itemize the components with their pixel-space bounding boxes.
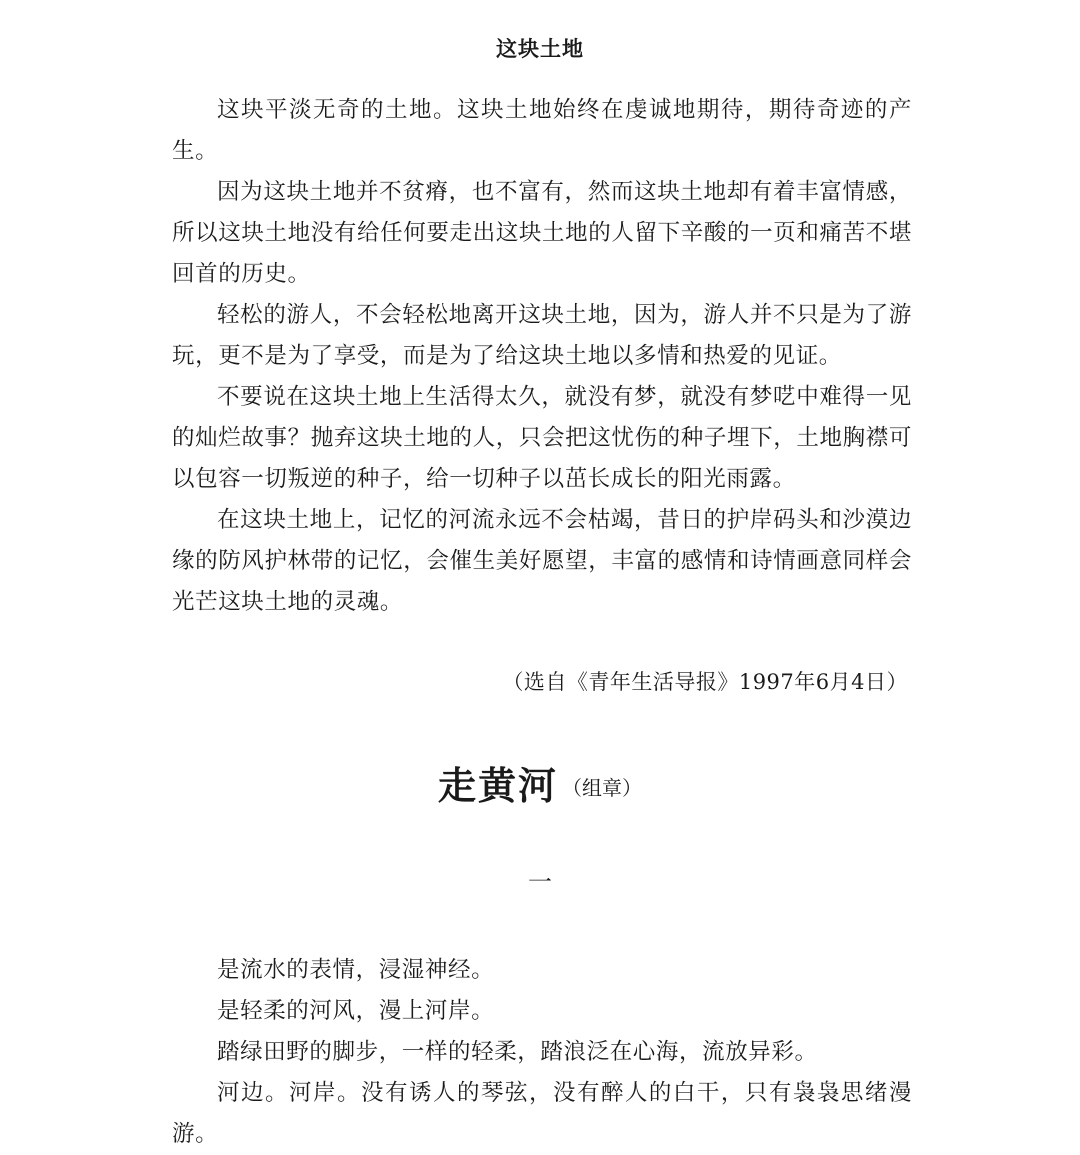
- poem-body: [172, 950, 912, 1155]
- essay-paragraph: 轻松的游人，不会轻松地离开这块土地，因为，游人并不只是为了游玩，更不是为了享受，而是为了给这块土地以多情和热爱的见证。: [172, 302, 912, 369]
- essay-paragraph: 这块平淡无奇的土地。这块土地始终在虔诚地期待，期待奇迹的产生。: [172, 97, 912, 164]
- part-numeral: 一: [528, 868, 552, 896]
- section-title: 这块土地: [496, 37, 584, 61]
- essay-body: [172, 90, 912, 623]
- essay-paragraph: 在这块土地上，记忆的河流永远不会枯竭，昔日的护岸码头和沙漠边缘的防风护林带的记忆，会催生美好愿望，丰富的感情和诗情画意同样会光芒这块土地的灵魂。: [172, 507, 912, 615]
- poem-line: 是轻柔的河风，漫上河岸。: [217, 998, 495, 1024]
- essay-paragraph: 不要说在这块土地上生活得太久，就没有梦，就没有梦呓中难得一见的灿烂故事？抛弃这块土地的人，只会把这忧伤的种子埋下，土地胸襟可以包容一切叛逆的种子，给一切种子以茁长成长的阳光雨露。: [172, 384, 912, 492]
- poem-subtitle: （组章）: [562, 776, 642, 800]
- source-citation: （选自《青年生活导报》1997年6月4日）: [502, 670, 908, 694]
- poem-line: 踏绿田野的脚步，一样的轻柔，踏浪泛在心海，流放异彩。: [217, 1039, 818, 1065]
- poem-heading: [0, 758, 1080, 822]
- poem-line: 是流水的表情，浸湿神经。: [217, 957, 495, 983]
- poem-line: 河边。河岸。没有诱人的琴弦，没有醉人的白干，只有袅袅思绪漫游。: [172, 1080, 912, 1147]
- essay-paragraph: 因为这块土地并不贫瘠，也不富有，然而这块土地却有着丰富情感，所以这块土地没有给任何要走出这块土地的人留下辛酸的一页和痛苦不堪回首的历史。: [172, 179, 912, 287]
- poem-title: 走黄河: [437, 764, 558, 808]
